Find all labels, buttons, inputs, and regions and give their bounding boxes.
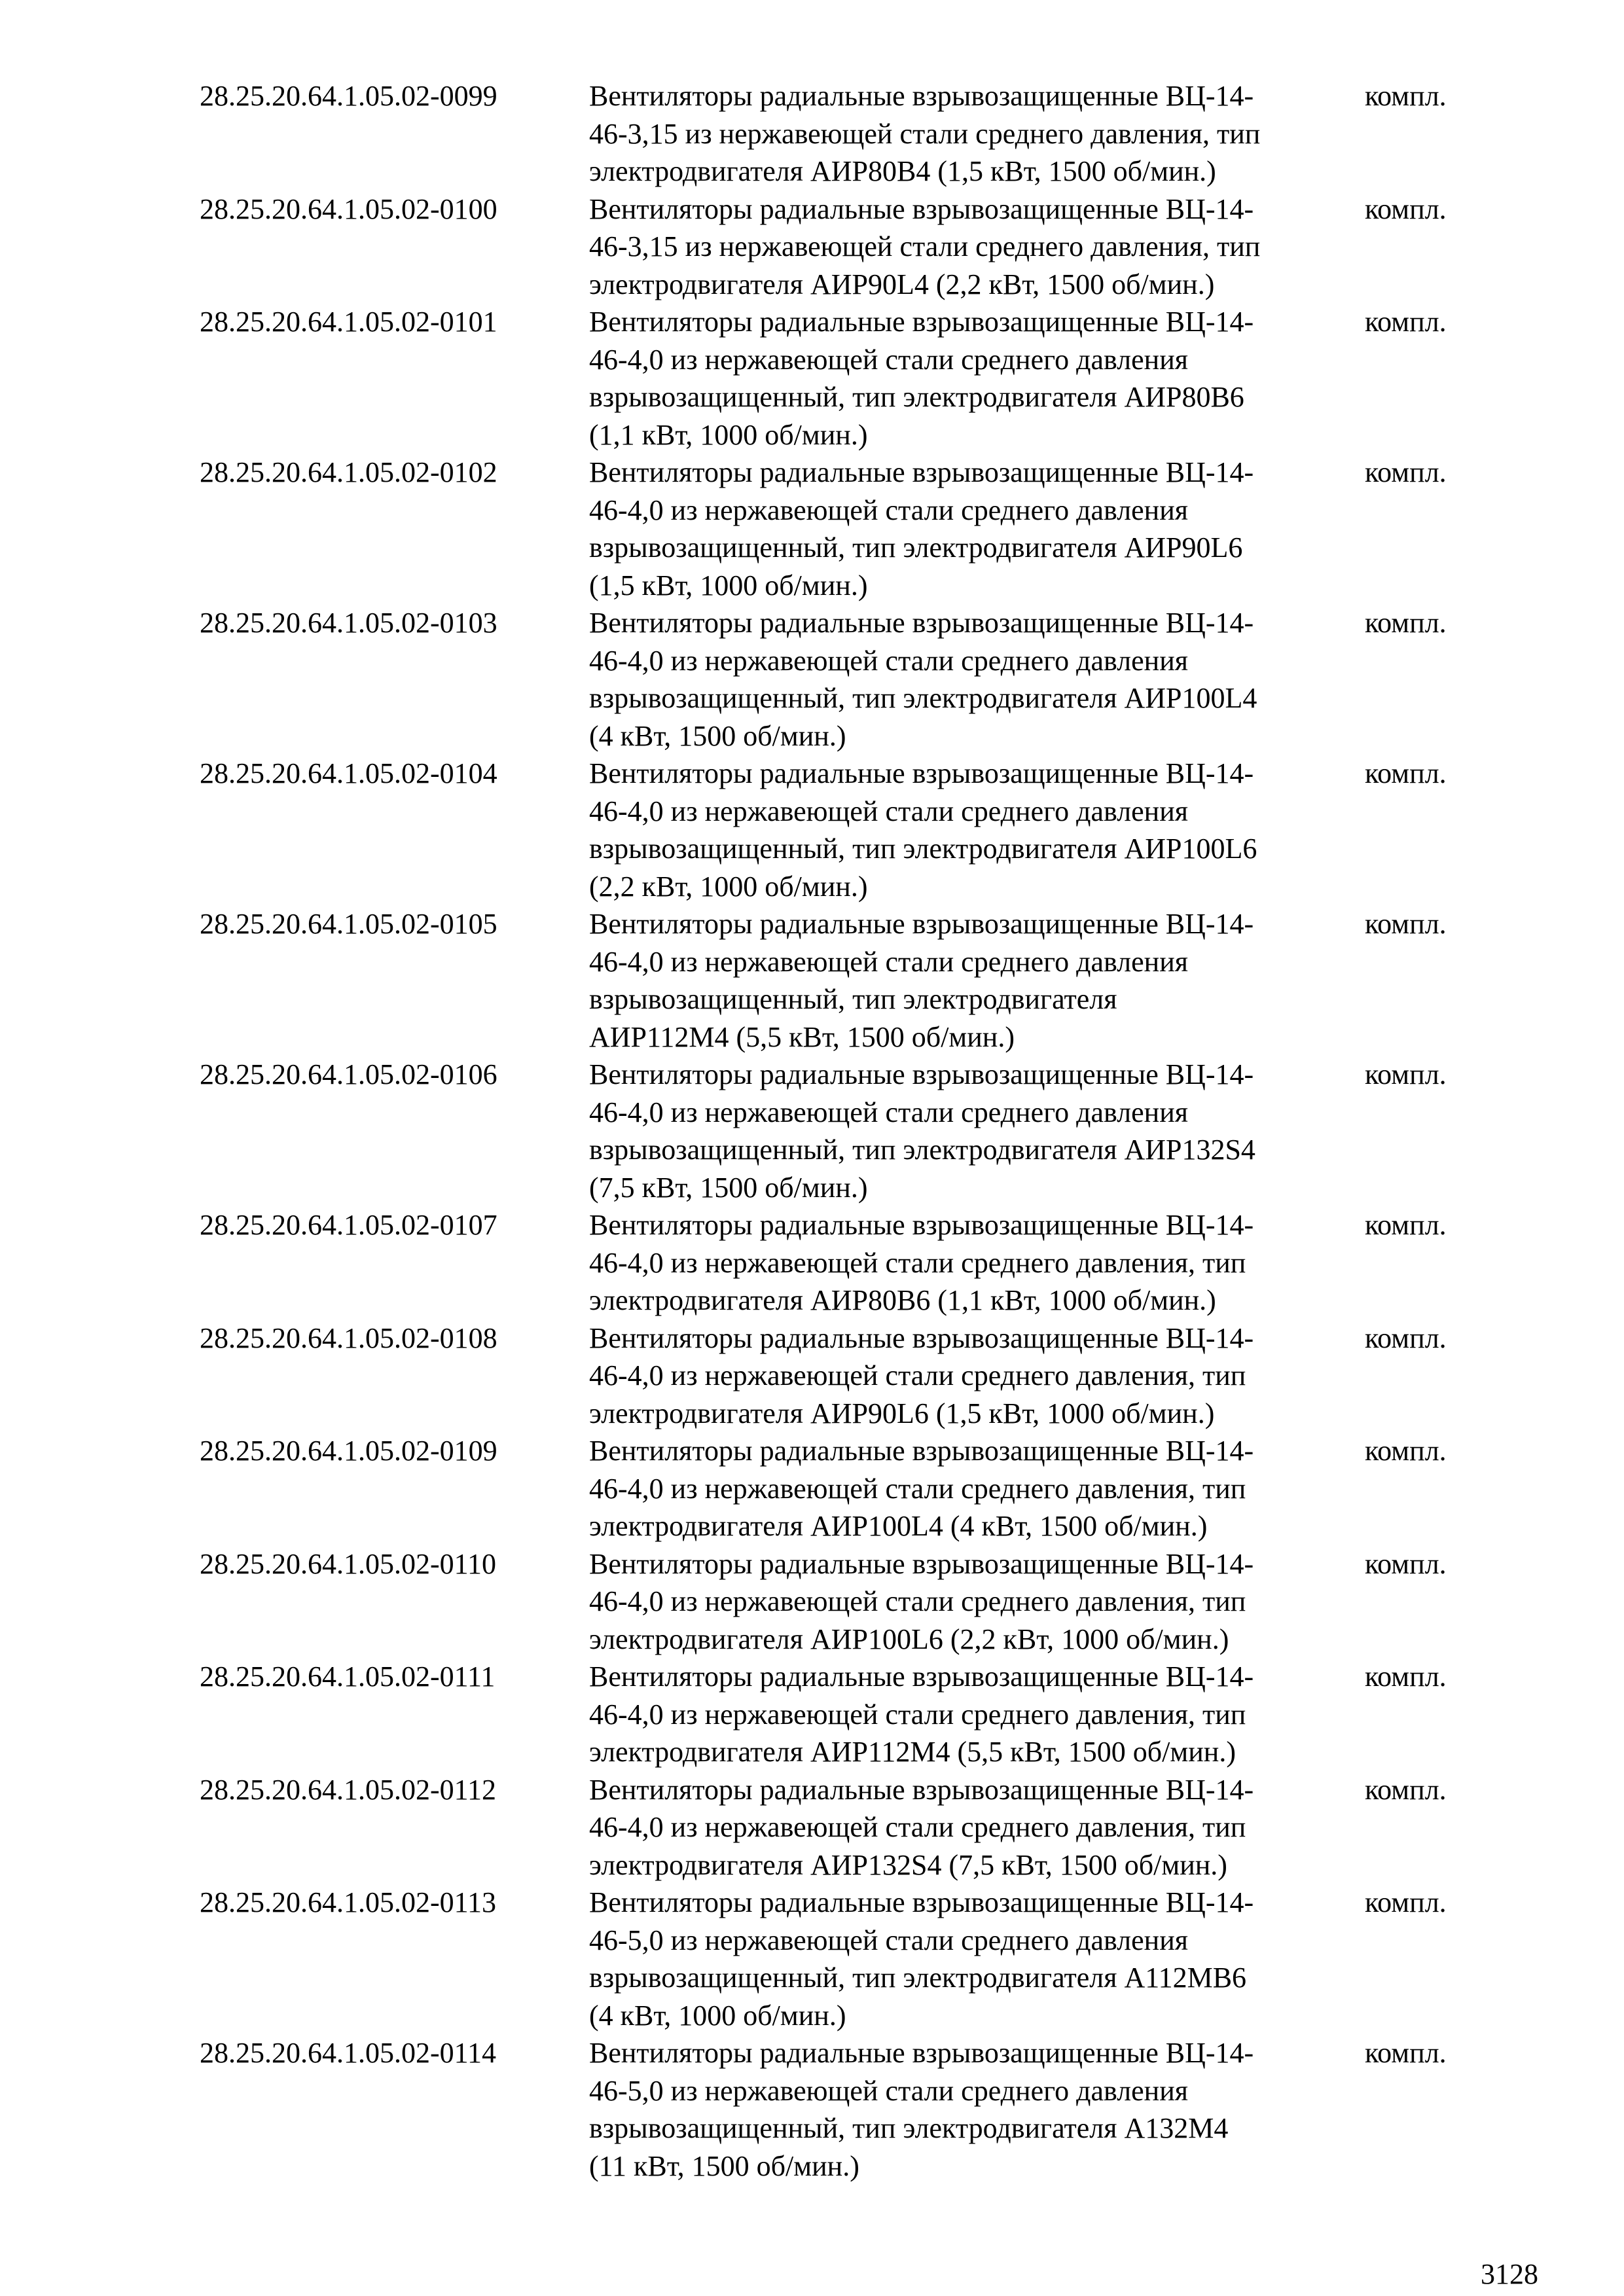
table-row: [200, 77, 1483, 190]
unit-of-measure: компл.: [1365, 80, 1447, 112]
description-line: взрывозащищенный, тип электродвигателя АИР100L6: [589, 833, 1257, 865]
description-line: (11 кВт, 1500 об/мин.): [589, 2149, 859, 2182]
resource-description: [589, 303, 1365, 454]
description-line: электродвигателя АИР90L4 (2,2 кВт, 1500 об/мин.): [589, 268, 1215, 300]
description-line: 46-4,0 из нержавеющей стали среднего давления: [589, 644, 1188, 677]
resource-code: 28.25.20.64.1.05.02-0099: [200, 80, 497, 112]
description-line: АИР112М4 (5,5 кВт, 1500 об/мин.): [589, 1020, 1015, 1053]
resource-code: 28.25.20.64.1.05.02-0114: [200, 2037, 497, 2069]
description-line: электродвигателя АИР100L4 (4 кВт, 1500 об/мин.): [589, 1510, 1208, 1542]
description-line: 46-4,0 из нержавеющей стали среднего давления, тип: [589, 1359, 1246, 1391]
description-line: Вентиляторы радиальные взрывозащищенные ВЦ-14-: [589, 1058, 1254, 1090]
description-line: 46-5,0 из нержавеющей стали среднего давления: [589, 1924, 1188, 1956]
description-line: 46-4,0 из нержавеющей стали среднего давления: [589, 343, 1188, 376]
unit-of-measure: компл.: [1365, 306, 1447, 338]
resource-code: 28.25.20.64.1.05.02-0105: [200, 908, 497, 940]
description-line: Вентиляторы радиальные взрывозащищенные ВЦ-14-: [589, 1886, 1254, 1918]
resource-description: [589, 1319, 1365, 1433]
table-row: [200, 1206, 1483, 1319]
description-line: взрывозащищенный, тип электродвигателя АИР80В6: [589, 381, 1244, 413]
table-row: [200, 604, 1483, 755]
description-line: взрывозащищенный, тип электродвигателя АИР132S4: [589, 1134, 1255, 1166]
unit-of-measure: компл.: [1365, 2037, 1447, 2069]
description-line: взрывозащищенный, тип электродвигателя: [589, 983, 1117, 1015]
table-row: [200, 905, 1483, 1056]
table-row: [200, 454, 1483, 604]
resource-code: 28.25.20.64.1.05.02-0110: [200, 1547, 497, 1580]
description-line: 46-4,0 из нержавеющей стали среднего давления: [589, 945, 1188, 978]
description-line: 46-3,15 из нержавеющей стали среднего давления, тип: [589, 117, 1261, 150]
resource-code: 28.25.20.64.1.05.02-0111: [200, 1660, 496, 1693]
description-line: 46-3,15 из нержавеющей стали среднего давления, тип: [589, 230, 1261, 262]
resource-code: 28.25.20.64.1.05.02-0100: [200, 192, 497, 225]
description-line: Вентиляторы радиальные взрывозащищенные ВЦ-14-: [589, 456, 1254, 488]
description-line: 46-4,0 из нержавеющей стали среднего давления, тип: [589, 1246, 1246, 1279]
resource-description: [589, 454, 1365, 604]
table-row: [200, 1658, 1483, 1771]
table-row: [200, 303, 1483, 454]
resource-code: 28.25.20.64.1.05.02-0106: [200, 1058, 497, 1090]
description-line: Вентиляторы радиальные взрывозащищенные ВЦ-14-: [589, 1209, 1254, 1241]
resource-code: 28.25.20.64.1.05.02-0102: [200, 456, 497, 488]
resource-description: [589, 1658, 1365, 1771]
resource-description: [589, 1545, 1365, 1659]
description-line: (1,5 кВт, 1000 об/мин.): [589, 569, 868, 601]
description-line: Вентиляторы радиальные взрывозащищенные ВЦ-14-: [589, 1660, 1254, 1693]
table-row: [200, 1545, 1483, 1659]
unit-of-measure: компл.: [1365, 1058, 1447, 1090]
description-line: взрывозащищенный, тип электродвигателя А132М4: [589, 2112, 1229, 2144]
description-line: электродвигателя АИР80В6 (1,1 кВт, 1000 об/мин.): [589, 1284, 1216, 1316]
description-line: взрывозащищенный, тип электродвигателя А112МВ6: [589, 1962, 1247, 1994]
table-row: [200, 755, 1483, 905]
description-line: Вентиляторы радиальные взрывозащищенные ВЦ-14-: [589, 1547, 1254, 1580]
table-row: [200, 1771, 1483, 1884]
resource-code: 28.25.20.64.1.05.02-0104: [200, 757, 497, 789]
table-row: [200, 1432, 1483, 1545]
description-line: электродвигателя АИР132S4 (7,5 кВт, 1500 об/мин.): [589, 1848, 1227, 1881]
description-line: (7,5 кВт, 1500 об/мин.): [589, 1171, 868, 1204]
description-line: электродвигателя АИР112М4 (5,5 кВт, 1500 об/мин.): [589, 1736, 1236, 1768]
description-line: (1,1 кВт, 1000 об/мин.): [589, 418, 868, 451]
unit-of-measure: компл.: [1365, 1547, 1447, 1580]
description-line: Вентиляторы радиальные взрывозащищенные ВЦ-14-: [589, 908, 1254, 940]
description-line: взрывозащищенный, тип электродвигателя АИР90L6: [589, 531, 1243, 564]
description-line: электродвигателя АИР80В4 (1,5 кВт, 1500 об/мин.): [589, 155, 1216, 187]
unit-of-measure: компл.: [1365, 1886, 1447, 1918]
description-line: электродвигателя АИР100L6 (2,2 кВт, 1000 об/мин.): [589, 1623, 1229, 1655]
resource-description: [589, 1206, 1365, 1319]
unit-of-measure: компл.: [1365, 192, 1447, 225]
description-line: Вентиляторы радиальные взрывозащищенные ВЦ-14-: [589, 192, 1254, 225]
description-line: (4 кВт, 1000 об/мин.): [589, 1999, 846, 2032]
resource-description: [589, 190, 1365, 304]
description-line: 46-4,0 из нержавеющей стали среднего давления, тип: [589, 1585, 1246, 1617]
table-row: [200, 1319, 1483, 1433]
description-line: Вентиляторы радиальные взрывозащищенные ВЦ-14-: [589, 607, 1254, 639]
description-line: Вентиляторы радиальные взрывозащищенные ВЦ-14-: [589, 2037, 1254, 2069]
resource-description: [589, 77, 1365, 190]
resource-code: 28.25.20.64.1.05.02-0107: [200, 1209, 497, 1241]
description-line: 46-4,0 из нержавеющей стали среднего давления: [589, 795, 1188, 827]
resource-code: 28.25.20.64.1.05.02-0113: [200, 1886, 497, 1918]
description-line: Вентиляторы радиальные взрывозащищенные ВЦ-14-: [589, 1435, 1254, 1467]
table-row: [200, 1884, 1483, 2034]
unit-of-measure: компл.: [1365, 1660, 1447, 1693]
description-line: 46-4,0 из нержавеющей стали среднего давления, тип: [589, 1811, 1246, 1843]
description-line: 46-4,0 из нержавеющей стали среднего давления, тип: [589, 1472, 1246, 1505]
description-line: Вентиляторы радиальные взрывозащищенные ВЦ-14-: [589, 757, 1254, 789]
page-number: 3128: [1481, 2258, 1538, 2290]
resource-code: 28.25.20.64.1.05.02-0101: [200, 306, 497, 338]
resource-description: [589, 905, 1365, 1056]
description-line: 46-5,0 из нержавеющей стали среднего давления: [589, 2074, 1188, 2107]
resource-description: [589, 1056, 1365, 1206]
description-line: 46-4,0 из нержавеющей стали среднего давления: [589, 1096, 1188, 1128]
description-line: Вентиляторы радиальные взрывозащищенные ВЦ-14-: [589, 1321, 1254, 1354]
description-line: Вентиляторы радиальные взрывозащищенные ВЦ-14-: [589, 1773, 1254, 1806]
resource-description: [589, 2034, 1365, 2185]
description-line: Вентиляторы радиальные взрывозащищенные ВЦ-14-: [589, 80, 1254, 112]
resource-description: [589, 1771, 1365, 1884]
table-row: [200, 2034, 1483, 2185]
unit-of-measure: компл.: [1365, 1321, 1447, 1354]
unit-of-measure: компл.: [1365, 607, 1447, 639]
resource-code: 28.25.20.64.1.05.02-0112: [200, 1773, 497, 1806]
resource-description: [589, 1884, 1365, 2034]
table-row: [200, 190, 1483, 304]
resource-description: [589, 755, 1365, 905]
description-line: 46-4,0 из нержавеющей стали среднего давления: [589, 493, 1188, 526]
resource-description: [589, 1432, 1365, 1545]
unit-of-measure: компл.: [1365, 908, 1447, 940]
table-row: [200, 1056, 1483, 1206]
description-line: Вентиляторы радиальные взрывозащищенные ВЦ-14-: [589, 306, 1254, 338]
unit-of-measure: компл.: [1365, 757, 1447, 789]
unit-of-measure: компл.: [1365, 1209, 1447, 1241]
description-line: (2,2 кВт, 1000 об/мин.): [589, 870, 868, 903]
description-line: 46-4,0 из нержавеющей стали среднего давления, тип: [589, 1698, 1246, 1731]
unit-of-measure: компл.: [1365, 456, 1447, 488]
unit-of-measure: компл.: [1365, 1773, 1447, 1806]
resource-code: 28.25.20.64.1.05.02-0108: [200, 1321, 497, 1354]
description-line: (4 кВт, 1500 об/мин.): [589, 719, 846, 752]
resource-description: [589, 604, 1365, 755]
unit-of-measure: компл.: [1365, 1435, 1447, 1467]
price-list-table: [200, 77, 1483, 2185]
description-line: взрывозащищенный, тип электродвигателя АИР100L4: [589, 682, 1257, 714]
resource-code: 28.25.20.64.1.05.02-0109: [200, 1435, 497, 1467]
resource-code: 28.25.20.64.1.05.02-0103: [200, 607, 497, 639]
description-line: электродвигателя АИР90L6 (1,5 кВт, 1000 об/мин.): [589, 1397, 1215, 1429]
